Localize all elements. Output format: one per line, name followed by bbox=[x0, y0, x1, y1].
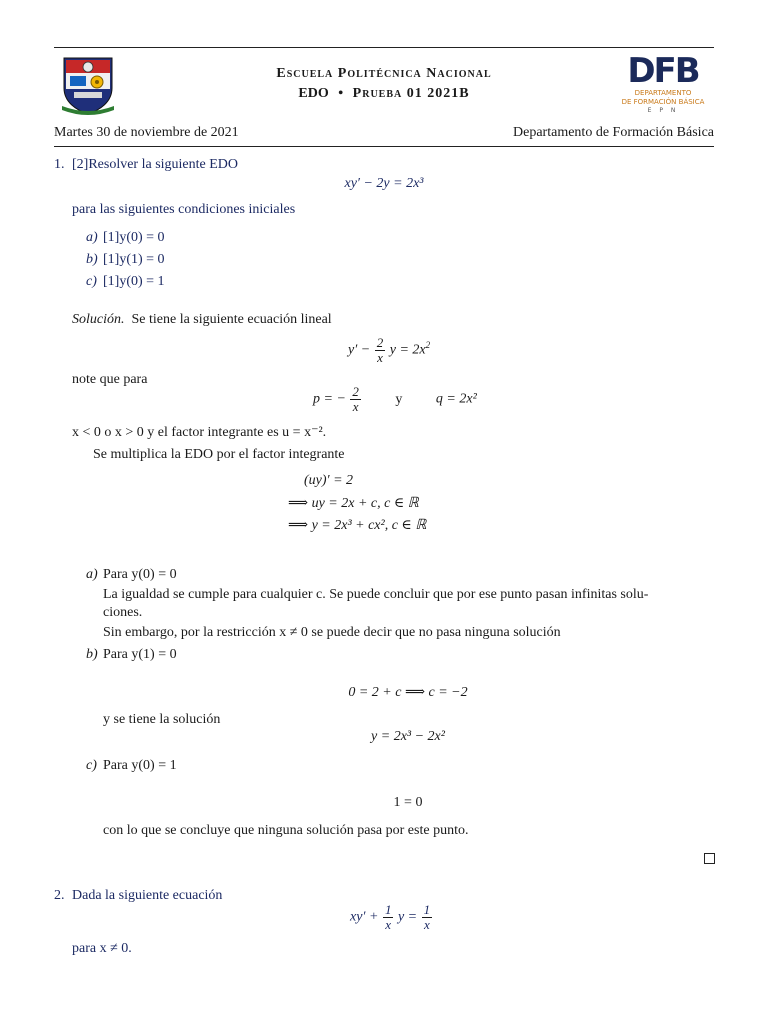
dfb-logo-sub2: DE FORMACIÓN BÁSICA bbox=[621, 98, 705, 106]
problem1-equation: xy′ − 2y = 2x³ bbox=[344, 176, 424, 191]
case-c-text: con lo que se concluye que ninguna solución pasa por este punto. bbox=[103, 823, 469, 838]
solution-line bbox=[72, 311, 332, 329]
bullet-separator: • bbox=[338, 86, 344, 101]
case-a-line3: Sin embargo, por la restricción x ≠ 0 se puede decir que no pasa ninguna solución bbox=[103, 625, 561, 640]
case-a-line1: La igualdad se cumple para cualquier c. Se puede concluir que por ese punto pasan infinitas solu- bbox=[103, 587, 649, 602]
note-para: note que para bbox=[72, 372, 148, 387]
case-c-title: Para y(0) = 1 bbox=[103, 758, 177, 773]
dfb-logo bbox=[617, 53, 709, 119]
fraction-numerator: 2 bbox=[352, 384, 359, 399]
fraction-1-over-x-right bbox=[422, 903, 433, 932]
case-b-title: Para y(1) = 0 bbox=[103, 647, 177, 662]
condition-b-label: b) bbox=[86, 252, 98, 267]
condition-c-text: [1]y(0) = 1 bbox=[103, 274, 165, 289]
fraction-denominator: x bbox=[352, 399, 359, 414]
dfb-logo-sub3: E P N bbox=[647, 107, 679, 114]
case-c-equation: 1 = 0 bbox=[393, 795, 423, 810]
problem2-equation bbox=[350, 903, 433, 932]
condition-a-text: [1]y(0) = 0 bbox=[103, 230, 165, 245]
epn-shield-logo bbox=[60, 54, 116, 116]
fraction-numerator: 1 bbox=[384, 902, 392, 917]
fraction-1-over-x-left bbox=[383, 903, 394, 932]
fraction-denominator: x bbox=[423, 917, 430, 932]
condition-b-text: [1]y(1) = 0 bbox=[103, 252, 165, 267]
conditions-intro: para las siguientes condiciones iniciales bbox=[72, 202, 296, 217]
header-top-rule bbox=[54, 47, 714, 48]
qed-square-icon bbox=[704, 853, 715, 864]
fraction-numerator: 1 bbox=[423, 902, 431, 917]
fraction-p bbox=[350, 385, 361, 414]
derivation-line-3: ⟹ y = 2x³ + cx², c ∈ ℝ bbox=[288, 518, 427, 533]
derivation-line-2: ⟹ uy = 2x + c, c ∈ ℝ bbox=[288, 496, 419, 511]
date-text: Martes 30 de noviembre de 2021 bbox=[54, 125, 239, 140]
case-b-solution: y = 2x³ − 2x² bbox=[371, 729, 445, 744]
header-bottom-rule bbox=[54, 146, 714, 147]
q-label: q = 2x² bbox=[435, 391, 477, 407]
case-a-line2: ciones. bbox=[103, 605, 143, 620]
course-name: EDO bbox=[298, 86, 329, 101]
problem1-number: 1. bbox=[54, 157, 65, 172]
case-a-title: Para y(0) = 0 bbox=[103, 567, 177, 582]
fraction-denominator: x bbox=[385, 917, 392, 932]
domain-text: x < 0 o x > 0 y el factor integrante es u = x⁻². bbox=[72, 425, 327, 440]
case-a-label: a) bbox=[86, 567, 98, 582]
dfb-logo-sub1: DEPARTAMENTO bbox=[634, 89, 692, 97]
condition-a-label: a) bbox=[86, 230, 98, 245]
fraction-numerator: 2 bbox=[376, 335, 384, 350]
case-b-equation: 0 = 2 + c ⟹ c = −2 bbox=[348, 685, 468, 700]
fraction-2-over-x bbox=[375, 336, 386, 365]
problem2-number: 2. bbox=[54, 888, 65, 903]
linear-equation: y′ − $\frac{2}{x}$ $y = 2x^2$ bbox=[348, 335, 431, 365]
y-connector: y bbox=[395, 391, 403, 407]
problem2-statement: Dada la siguiente ecuación bbox=[72, 888, 223, 903]
case-c-label: c) bbox=[86, 758, 97, 773]
test-name: Prueba 01 2021B bbox=[352, 86, 470, 101]
problem1-statement: [2]Resolver la siguiente EDO bbox=[72, 157, 239, 172]
case-b-text: y se tiene la solución bbox=[103, 712, 221, 727]
school-name: Escuela Politécnica Nacional bbox=[276, 66, 492, 81]
department-text: Departamento de Formación Básica bbox=[513, 125, 714, 140]
solution-label: Solución. bbox=[72, 312, 125, 327]
dfb-logo-letters: DFB bbox=[627, 51, 699, 91]
problem2-eq-mid: y = bbox=[397, 909, 418, 925]
condition-c-label: c) bbox=[86, 274, 97, 289]
multiply-text: Se multiplica la EDO por el factor integrante bbox=[93, 447, 345, 462]
p-label: p = − bbox=[313, 391, 346, 407]
fraction-denominator: x bbox=[377, 350, 383, 365]
problem2-eq-left: xy′ + bbox=[350, 909, 379, 925]
case-b-label: b) bbox=[86, 647, 98, 662]
problem2-condition: para x ≠ 0. bbox=[72, 941, 132, 956]
p-q-definitions bbox=[313, 385, 477, 414]
solution-intro: Se tiene la siguiente ecuación lineal bbox=[131, 312, 332, 327]
derivation-line-1: (uy)′ = 2 bbox=[304, 473, 354, 488]
